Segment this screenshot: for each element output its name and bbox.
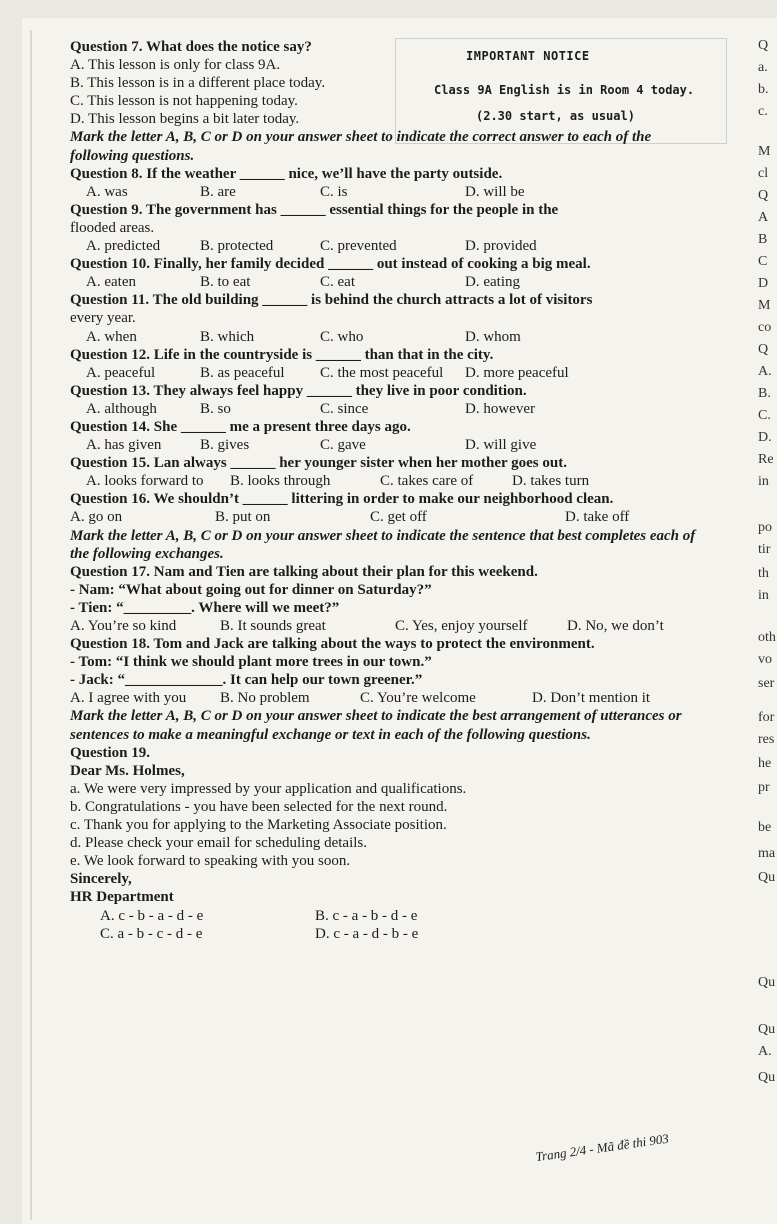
q10-c: C. eat: [320, 274, 355, 291]
q16-c: C. get off: [370, 509, 427, 526]
q15-b: B. looks through: [230, 473, 331, 490]
right-margin-fragment: cl: [758, 166, 769, 181]
q17-c: C. Yes, enjoy yourself: [395, 618, 528, 634]
q8-d: D. will be: [465, 183, 525, 200]
right-margin-fragment: Qu: [758, 870, 776, 885]
q18-c: C. You’re welcome: [360, 690, 476, 707]
q19-sentence-e: e. We look forward to speaking with you soon.: [70, 853, 351, 870]
right-margin-fragment: Qu: [758, 1022, 776, 1037]
question-column: [70, 38, 710, 943]
q9-d: D. provided: [465, 238, 537, 255]
right-margin-fragment: oth: [758, 630, 776, 645]
q9-c: C. prevented: [320, 238, 397, 255]
q9-b: B. protected: [200, 238, 274, 255]
right-margin-fragment: C: [758, 254, 768, 269]
right-margin-fragment: C.: [758, 408, 771, 423]
q19-stem: Question 19.: [70, 744, 151, 761]
q8-c: C. is: [320, 183, 348, 200]
right-margin-fragment: A.: [758, 364, 772, 379]
right-margin-fragment: res: [758, 732, 775, 747]
q9-options: [70, 237, 710, 255]
q18-b: B. No problem: [220, 690, 310, 707]
right-margin-fragment: th: [758, 566, 769, 581]
q17-line2: - Tien: “_________. Where will we meet?”: [70, 599, 340, 616]
q19-sentence-b: b. Congratulations - you have been selected for the next round.: [70, 798, 448, 815]
right-margin-fragment: M: [758, 144, 771, 159]
q19-options-row1: [70, 907, 710, 925]
q12-options: [70, 364, 710, 382]
notice-line1: Class 9A English is in Room 4 today.: [434, 83, 695, 97]
right-margin-fragment: ma: [758, 846, 776, 861]
q17-b: B. It sounds great: [220, 618, 326, 634]
q11-stem: Question 11. The old building ______ is behind the church attracts a lot of visitors: [70, 292, 593, 309]
right-margin-fragment: Re: [758, 452, 774, 467]
right-margin-fragment: he: [758, 756, 772, 771]
q13-d: D. however: [465, 400, 535, 417]
q14-options: [70, 436, 710, 454]
q18-a: A. I agree with you: [70, 690, 187, 707]
instruction-1: Mark the letter A, B, C or D on your answer sheet to indicate the correct answer to each of the following questions.: [70, 129, 652, 164]
q11-b: B. which: [200, 328, 255, 345]
q9-stem: Question 9. The government has ______ essential things for the people in the: [70, 201, 559, 218]
q18-line2: - Jack: “_____________. It can help our town greener.”: [70, 672, 423, 689]
right-margin-fragment: M: [758, 298, 771, 313]
right-margin-fragment: in: [758, 474, 769, 489]
q19-sentence-d: d. Please check your email for scheduling details.: [70, 835, 367, 852]
right-margin-fragment: a.: [758, 60, 768, 75]
q19-greeting: Dear Ms. Holmes,: [70, 762, 185, 779]
notice-title: IMPORTANT NOTICE: [466, 49, 590, 63]
right-margin-fragment: A.: [758, 1044, 772, 1059]
q19-closing: Sincerely,: [70, 871, 132, 888]
q19-options-row2: [70, 925, 710, 943]
right-margin-fragment: vo: [758, 652, 772, 667]
q9-a: A. predicted: [86, 238, 161, 255]
q19-signature: HR Department: [70, 889, 174, 906]
right-margin-fragment: D.: [758, 430, 772, 445]
q12-stem: Question 12. Life in the countryside is ______ than that in the city.: [70, 346, 494, 363]
q11-d: D. whom: [465, 328, 521, 345]
right-margin-fragment: Q: [758, 188, 769, 203]
instruction-2: Mark the letter A, B, C or D on your answer sheet to indicate the sentence that best completes each of the following exchanges.: [70, 527, 696, 562]
q13-options: [70, 400, 710, 418]
q12-a: A. peaceful: [86, 364, 156, 381]
q14-d: D. will give: [465, 437, 537, 454]
q15-d: D. takes turn: [512, 473, 590, 490]
right-margin-fragment: pr: [758, 780, 770, 795]
right-margin-fragment: po: [758, 520, 772, 535]
right-margin-fragment: co: [758, 320, 772, 335]
q15-stem: Question 15. Lan always ______ her younger sister when her mother goes out.: [70, 455, 567, 472]
q11-stem2: every year.: [70, 310, 136, 327]
q19-option-d: D. c - a - d - b - e: [315, 925, 419, 942]
q8-a: A. was: [86, 183, 128, 200]
q14-b: B. gives: [200, 437, 250, 454]
right-margin-fragment: for: [758, 710, 775, 725]
q19-option-a: A. c - b - a - d - e: [100, 907, 204, 924]
right-margin-fragment: A: [758, 210, 769, 225]
q12-c: C. the most peaceful: [320, 364, 444, 381]
q7-option-a: A. This lesson is only for class 9A.: [70, 57, 281, 74]
right-margin-fragment: in: [758, 588, 769, 603]
q11-c: C. who: [320, 328, 364, 345]
q19-option-c: C. a - b - c - d - e: [100, 925, 203, 942]
q16-stem: Question 16. We shouldn’t ______ littering in order to make our neighborhood clean.: [70, 491, 614, 508]
q19-option-b: B. c - a - b - d - e: [315, 907, 418, 924]
q14-c: C. gave: [320, 437, 366, 454]
right-margin-fragment: B: [758, 232, 768, 247]
q7-stem: Question 7. What does the notice say?: [70, 39, 312, 55]
q12-d: D. more peaceful: [465, 364, 569, 381]
page-footer: Trang 2/4 - Mã đề thi 903: [534, 1130, 670, 1165]
q18-options: [70, 689, 710, 707]
q9-stem2: flooded areas.: [70, 219, 155, 236]
q17-line1: - Nam: “What about going out for dinner on Saturday?”: [70, 581, 432, 598]
notice-line2: (2.30 start, as usual): [476, 109, 635, 123]
right-margin-fragment: c.: [758, 104, 768, 119]
q15-options: [70, 472, 710, 490]
q17-a: A. You’re so kind: [70, 618, 177, 634]
q7-option-c: C. This lesson is not happening today.: [70, 93, 298, 110]
q17-stem: Question 17. Nam and Tien are talking about their plan for this weekend.: [70, 563, 538, 580]
q17-options: [70, 617, 710, 635]
right-margin-fragment: Q: [758, 342, 769, 357]
q10-stem: Question 10. Finally, her family decided ______ out instead of cooking a big meal.: [70, 256, 591, 273]
q11-a: A. when: [86, 328, 137, 345]
q16-a: A. go on: [70, 509, 123, 526]
right-margin-fragment: Q: [758, 38, 769, 53]
q13-a: A. although: [86, 400, 157, 417]
q16-options: [70, 508, 710, 526]
right-margin-fragment: D: [758, 276, 769, 291]
q15-a: A. looks forward to: [86, 473, 204, 490]
q18-stem: Question 18. Tom and Jack are talking about the ways to protect the environment.: [70, 636, 595, 653]
q19-sentence-a: a. We were very impressed by your application and qualifications.: [70, 780, 467, 797]
q8-stem: Question 8. If the weather ______ nice, we’ll have the party outside.: [70, 165, 503, 182]
q14-stem: Question 14. She ______ me a present three days ago.: [70, 418, 411, 435]
q10-d: D. eating: [465, 274, 520, 291]
q14-a: A. has given: [86, 437, 162, 454]
q8-options: [70, 183, 710, 201]
right-margin-fragment: ser: [758, 676, 775, 691]
q16-d: D. take off: [565, 509, 630, 526]
q13-stem: Question 13. They always feel happy ______ they live in poor condition.: [70, 382, 527, 399]
q18-d: D. Don’t mention it: [532, 690, 651, 707]
q15-c: C. takes care of: [380, 473, 474, 490]
q10-b: B. to eat: [200, 274, 251, 291]
q7-option-b: B. This lesson is in a different place today.: [70, 75, 326, 92]
right-margin-fragment: tir: [758, 542, 771, 557]
right-margin-fragment: be: [758, 820, 772, 835]
q10-options: [70, 273, 710, 291]
right-margin-fragment: Qu: [758, 975, 776, 990]
q13-b: B. so: [200, 400, 231, 417]
q19-sentence-c: c. Thank you for applying to the Marketing Associate position.: [70, 817, 447, 834]
q10-a: A. eaten: [86, 274, 136, 291]
q17-d: D. No, we don’t: [567, 618, 664, 634]
q12-b: B. as peaceful: [200, 364, 285, 381]
right-margin-fragment: B.: [758, 386, 771, 401]
page-fold: [30, 30, 32, 1220]
q18-line1: - Tom: “I think we should plant more trees in our town.”: [70, 654, 432, 671]
q8-b: B. are: [200, 183, 236, 200]
q16-b: B. put on: [215, 509, 271, 526]
right-margin-fragment: b.: [758, 82, 769, 97]
q7-option-d: D. This lesson begins a bit later today.: [70, 111, 300, 128]
q11-options: [70, 328, 710, 346]
instruction-3: Mark the letter A, B, C or D on your answer sheet to indicate the best arrangement of utterances or sentences to make a meaningful exchange or text in each of the following questions.: [70, 708, 682, 743]
right-margin-fragment: Qu: [758, 1070, 776, 1085]
q13-c: C. since: [320, 400, 369, 417]
